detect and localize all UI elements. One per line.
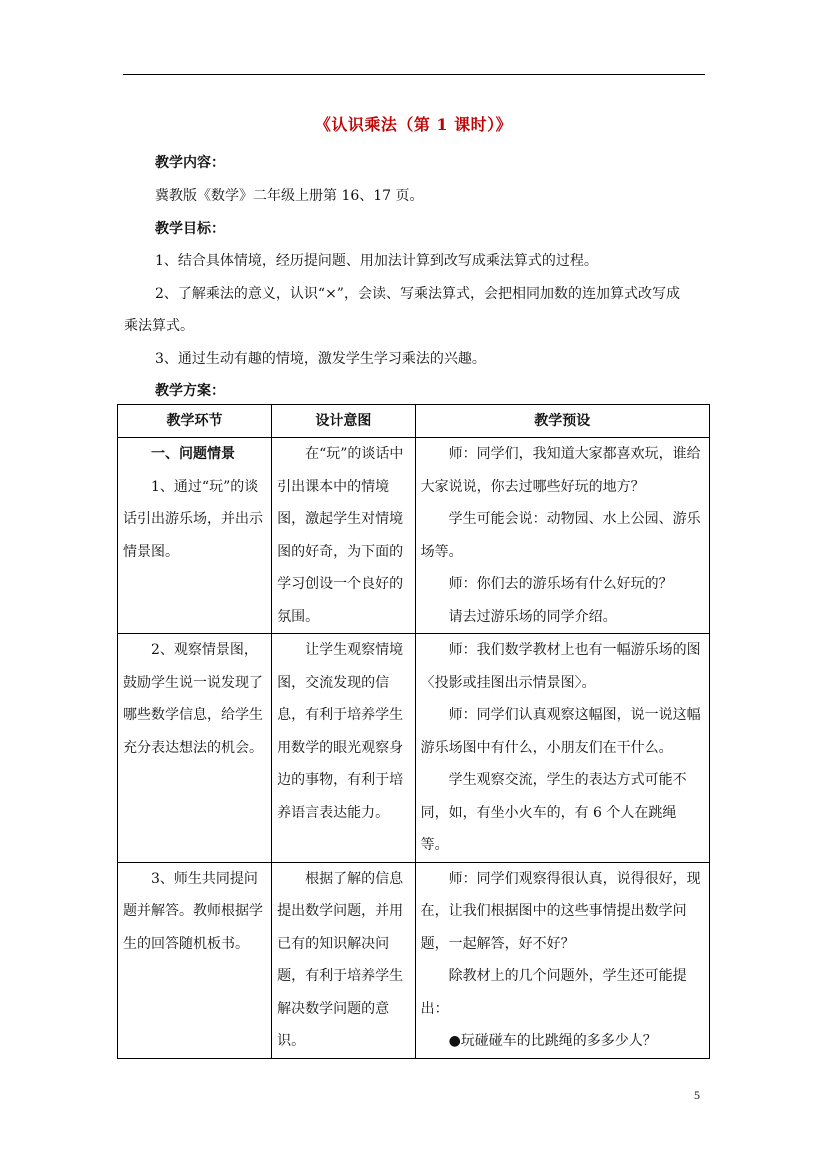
table-cell-c1 xyxy=(118,862,272,1058)
paragraph-line: 1、结合具体情境，经历提问题、用加法计算到改写成乘法算式的过程。 xyxy=(155,253,598,269)
page-number: 5 xyxy=(694,1088,700,1102)
cell-paragraph: 请去过游乐场的同学介绍。 xyxy=(448,608,617,625)
table-cell-c2 xyxy=(272,438,415,634)
table-cell-c2 xyxy=(272,634,415,863)
cell-paragraph: 在“玩”的谈话中引出课本中的情境图，激起学生对情境图的好奇，为下面的学习创设一个良好的氛围。 xyxy=(277,446,404,625)
cell-paragraph: 师：我们数学教材上也有一幅游乐场的图〈投影或挂图出示情景图〉。 xyxy=(420,642,701,691)
stage-heading: 一、问题情景 xyxy=(151,446,235,462)
paragraph-line: 乘法算式。 xyxy=(124,318,194,334)
cell-paragraph: 师：同学们观察得很认真，说得很好，现在，让我们根据图中的这些事情提出数学问题，一起解答，好不好？ xyxy=(420,870,701,952)
cell-paragraph: 根据了解的信息提出数学问题，并用已有的知识解决问题，有利于培养学生解决数学问题的意识。 xyxy=(277,870,404,1049)
table-cell-c2 xyxy=(272,862,415,1058)
cell-paragraph: 学生观察交流，学生的表达方式可能不同，如，有坐小火车的，有 6 个人在跳绳等。 xyxy=(420,772,687,853)
section-heading: 教学目标： xyxy=(155,221,225,237)
table-cell-c1 xyxy=(118,634,272,863)
paragraph-line: 2、了解乘法的意义，认识“×”，会读、写乘法算式，会把相同加数的连加算式改写成 xyxy=(155,286,680,302)
cell-paragraph: ●玩碰碰车的比跳绳的多多少人？ xyxy=(448,1033,657,1049)
cell-paragraph: 学生可能会说：动物园、水上公园、游乐场等。 xyxy=(420,511,701,560)
cell-paragraph: 除教材上的几个问题外，学生还可能提出： xyxy=(420,968,687,1017)
cell-paragraph: 师：同学们，我知道大家都喜欢玩，谁给大家说说，你去过哪些好玩的地方？ xyxy=(420,446,701,495)
cell-paragraph: 让学生观察情境图，交流发现的信息，有利于培养学生用数学的眼光观察身边的事物，有利于培养语言表达能力。 xyxy=(277,642,404,821)
header-rule xyxy=(123,74,705,75)
paragraph-line: 冀教版《数学》二年级上册第 16、17 页。 xyxy=(155,188,424,204)
cell-paragraph: 师：同学们认真观察这幅图，说一说这幅游乐场图中有什么，小朋友们在干什么。 xyxy=(420,707,701,756)
column-header: 教学预设 xyxy=(415,405,709,438)
table-cell-c1 xyxy=(118,438,272,634)
paragraph-line: 3、通过生动有趣的情境，激发学生学习乘法的兴趣。 xyxy=(155,351,486,367)
document-title: 《认识乘法（第 1 课时）》 xyxy=(314,115,513,134)
column-header: 教学环节 xyxy=(118,405,272,438)
table-cell-c3 xyxy=(415,862,709,1058)
table-cell-c3 xyxy=(415,634,709,863)
table-row xyxy=(118,438,710,634)
cell-paragraph: 3、师生共同提问题并解答。教师根据学生的回答随机板书。 xyxy=(123,870,263,952)
teaching-plan-table xyxy=(117,404,710,1059)
table-row xyxy=(118,862,710,1058)
table-row xyxy=(118,634,710,863)
cell-paragraph: 2、观察情景图，鼓励学生说一说发现了哪些数学信息，给学生充分表达想法的机会。 xyxy=(123,642,263,756)
section-heading: 教学方案： xyxy=(155,383,225,399)
section-heading: 教学内容： xyxy=(155,155,225,171)
table-cell-c3 xyxy=(415,438,709,634)
cell-paragraph: 1、通过“玩”的谈话引出游乐场，并出示情景图。 xyxy=(123,478,263,560)
cell-paragraph: 师：你们去的游乐场有什么好玩的？ xyxy=(448,576,673,592)
column-header: 设计意图 xyxy=(272,405,415,438)
table-header-row xyxy=(118,405,710,438)
